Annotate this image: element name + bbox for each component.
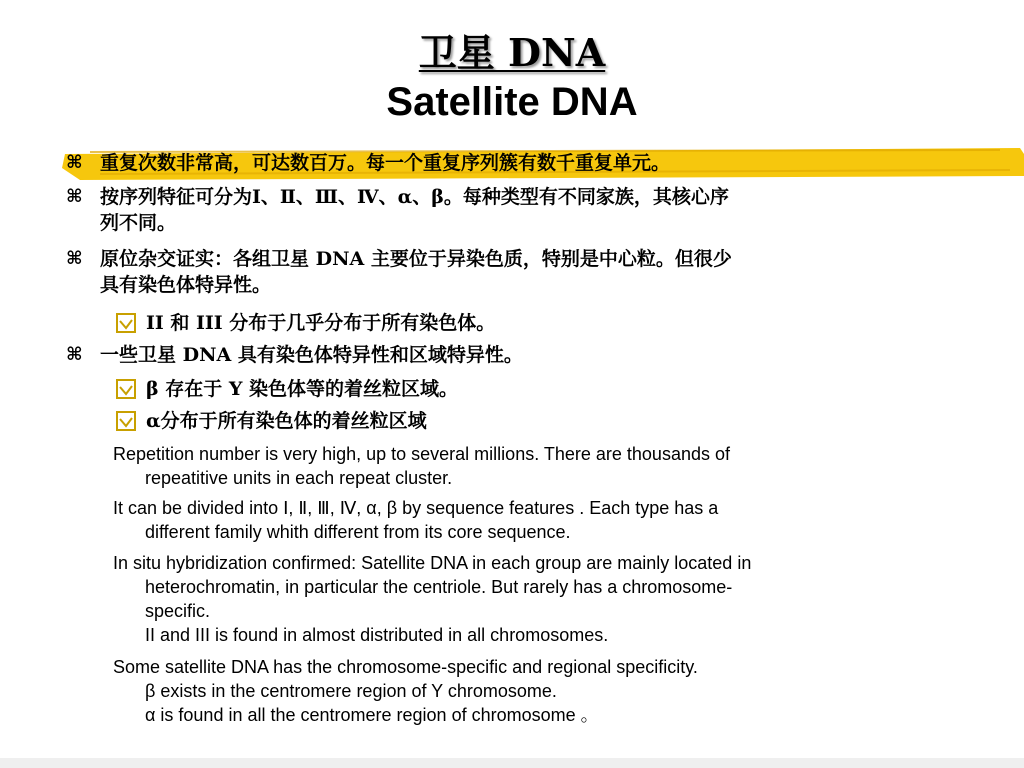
text-line: Repetition number is very high, up to several millions. There are thousands of [113,444,730,464]
command-key-icon: ⌘ [66,248,83,269]
command-key-icon: ⌘ [66,186,83,207]
slide-footer-bar [0,758,1024,768]
page-title-chinese: 卫星 DNA [418,30,606,75]
checkbox-icon [116,313,136,333]
command-key-icon: ⌘ [66,152,83,173]
bullet-item-3 [66,246,1000,298]
sub-bullet-text: α分布于所有染色体的着丝粒区域 [146,410,427,432]
sub-bullet-item-2 [146,376,946,402]
sub-bullet-text: β 存在于 Y 染色体等的着丝粒区域。 [146,378,459,400]
bullet-text: 一些卫星 DNA 具有染色体特异性和区域特异性。 [100,344,523,366]
bullet-item-4 [66,342,1000,368]
english-paragraph-4 [113,655,993,727]
text-line: In situ hybridization confirmed: Satellite DNA in each group are mainly located in [113,553,752,573]
text-line: specific. [145,601,211,621]
text-line: repeatitive units in each repeat cluster. [145,468,453,488]
bullet-text-line: 具有染色体特异性。 [100,274,272,296]
english-paragraph-2 [113,496,993,544]
bullet-text-line: 按序列特征可分为Ⅰ、Ⅱ、Ⅲ、Ⅳ、α、β。每种类型有不同家族，其核心序 [100,186,729,208]
checkbox-icon [116,411,136,431]
text-line: II and III is found in almost distributed in all chromosomes. [145,625,609,645]
page-title-english: Satellite DNA [386,80,638,124]
text-line: heterochromatin, in particular the centriole. But rarely has a chromosome- [145,577,733,597]
bullet-item-2 [66,184,1000,236]
bullet-text-line: 原位杂交证实：各组卫星 DNA 主要位于异染色质，特别是中心粒。但很少 [100,248,732,270]
sub-bullet-text: II 和 III 分布于几乎分布于所有染色体。 [146,312,496,334]
english-paragraph-3 [113,551,993,647]
bullet-text-line: 列不同。 [100,212,177,234]
text-line: α is found in all the centromere region of chromosome 。 [145,705,599,725]
command-key-icon: ⌘ [66,344,83,365]
sub-bullet-item-3 [146,408,946,434]
bullet-item-1 [66,150,1000,176]
text-line: different family whith different from its core sequence. [145,522,571,542]
text-line: It can be divided into Ⅰ, Ⅱ, Ⅲ, Ⅳ, α, β by sequence features . Each type has a [113,498,719,518]
bullet-text: 重复次数非常高，可达数百万。每一个重复序列簇有数千重复单元。 [100,152,671,174]
text-line: β exists in the centromere region of Y chromosome. [145,681,557,701]
english-paragraph-1 [113,442,993,490]
text-line: Some satellite DNA has the chromosome-specific and regional specificity. [113,657,698,677]
sub-bullet-item-1 [146,310,946,336]
checkbox-icon [116,379,136,399]
